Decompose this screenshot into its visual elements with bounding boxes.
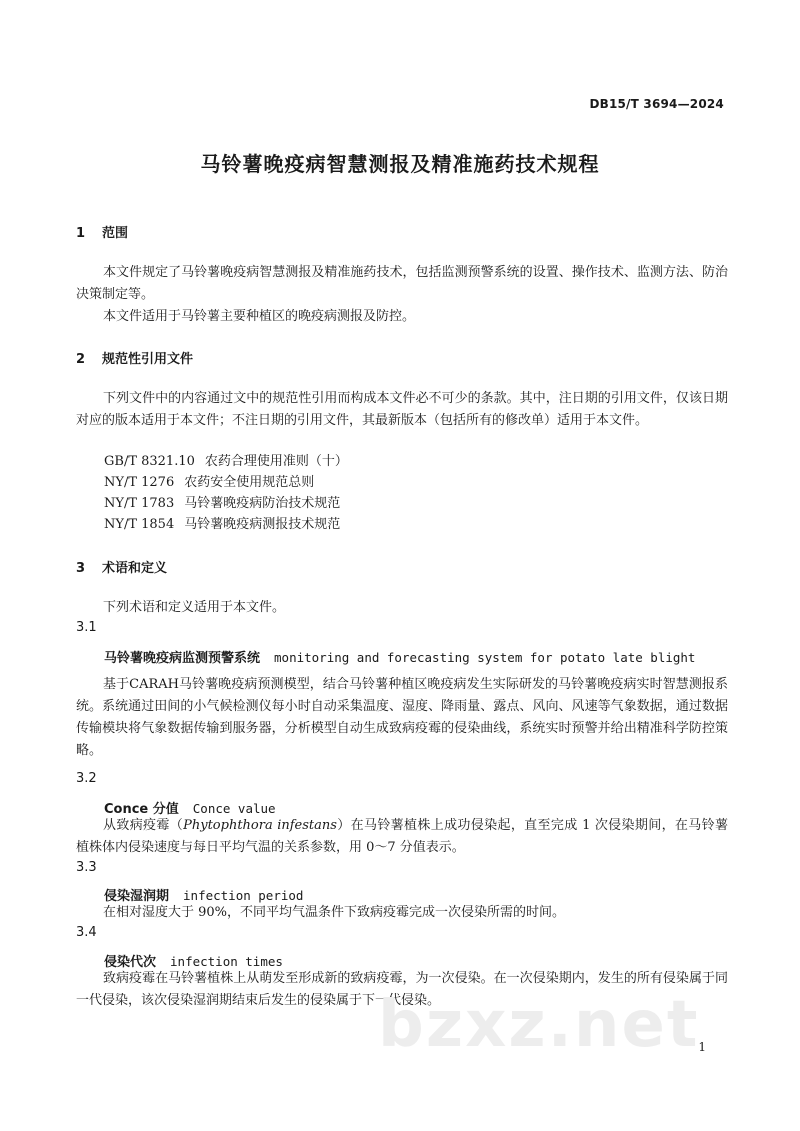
- section-number: 1: [76, 226, 86, 241]
- section-number: 3: [76, 561, 86, 576]
- section-title: 规范性引用文件: [102, 352, 194, 367]
- reference-item: [104, 472, 314, 494]
- reference-code: NY/T 1854: [104, 517, 175, 532]
- clause-number: 3.3: [76, 860, 97, 875]
- term-definition: [76, 815, 728, 859]
- reference-item: [104, 493, 340, 515]
- term-definition: 致病疫霉在马铃薯植株上从萌发至形成新的致病疫霉，为一次侵染。在一次侵染期内，发生的所有侵染属于同一代侵染，该次侵染湿润期结束后发生的侵染属于下一代侵染。: [76, 971, 728, 1008]
- page-number: 1: [698, 1040, 706, 1054]
- species-name: Phytophthora infestans: [183, 818, 337, 833]
- section-heading-scope: [76, 222, 128, 241]
- term-heading: [104, 647, 695, 666]
- reference-item: [104, 514, 340, 536]
- scope-paragraph-1: 本文件规定了马铃薯晚疫病智慧测报及精准施药技术，包括监测预警系统的设置、操作技术、监测方法、防治决策制定等。: [76, 265, 728, 302]
- terms-intro: 下列术语和定义适用于本文件。: [103, 600, 286, 615]
- section-number: 2: [76, 352, 86, 367]
- watermark: bzxz.net: [378, 988, 700, 1062]
- clause-number: 3.1: [76, 620, 97, 635]
- page-title: 马铃薯晚疫病智慧测报及精准施药技术规程: [200, 152, 600, 176]
- clause-number: 3.4: [76, 925, 97, 940]
- term-english: infection period: [183, 888, 304, 903]
- reference-name: 马铃薯晚疫病测报技术规范: [184, 517, 341, 532]
- section-title: 范围: [102, 226, 129, 241]
- reference-code: NY/T 1276: [104, 475, 175, 490]
- definition-text: ）在马铃薯植株上成功侵染起，直至完成 1 次侵染期间，在马铃薯植株体内侵染速度与每日平均气温的关系参数，用 0～7 分值表示。: [76, 818, 728, 855]
- scope-paragraph-2: 本文件适用于马铃薯主要种植区的晚疫病测报及防控。: [103, 309, 416, 324]
- reference-code: NY/T 1783: [104, 496, 175, 511]
- term-english: monitoring and forecasting system for potato late blight: [274, 650, 696, 665]
- term-definition: 在相对湿度大于 90%，不同平均气温条件下致病疫霉完成一次侵染所需的时间。: [103, 905, 566, 920]
- clause-number: 3.2: [76, 771, 97, 786]
- reference-name: 马铃薯晚疫病防治技术规范: [184, 496, 341, 511]
- term-chinese: 马铃薯晚疫病监测预警系统: [104, 651, 261, 666]
- section-title: 术语和定义: [102, 561, 168, 576]
- section-heading-normative-references: [76, 348, 193, 367]
- term-chinese: 侵染湿润期: [104, 889, 170, 904]
- term-chinese: Conce 分值: [104, 802, 179, 817]
- reference-name: 农药安全使用规范总则: [184, 475, 315, 490]
- term-chinese: 侵染代次: [104, 955, 157, 970]
- reference-code: GB/T 8321.10: [104, 454, 195, 469]
- reference-item: [104, 451, 348, 473]
- standard-code: DB15/T 3694—2024: [589, 97, 724, 111]
- term-definition: 基于CARAH马铃薯晚疫病预测模型，结合马铃薯种植区晚疫病发生实际研发的马铃薯晚疫病实时智慧测报系统。系统通过田间的小气候检测仪每小时自动采集温度、湿度、降雨量、露点、风向、风速等气象数据，通过数据传输模块将气象数据传输到服务器，分析模型自动生成致病疫霉的侵染曲线，系统实时预警并给出精准科学防控策略。: [76, 677, 728, 758]
- term-english: infection times: [170, 954, 283, 969]
- definition-text: 从致病疫霉（: [103, 818, 184, 833]
- reference-name: 农药合理使用准则（十）: [204, 454, 348, 469]
- term-english: Conce value: [192, 801, 276, 816]
- references-paragraph: 下列文件中的内容通过文中的规范性引用而构成本文件必不可少的条款。其中，注日期的引用文件，仅该日期对应的版本适用于本文件；不注日期的引用文件，其最新版本（包括所有的修改单）适用于本文件。: [76, 391, 728, 428]
- section-heading-terms: [76, 557, 167, 576]
